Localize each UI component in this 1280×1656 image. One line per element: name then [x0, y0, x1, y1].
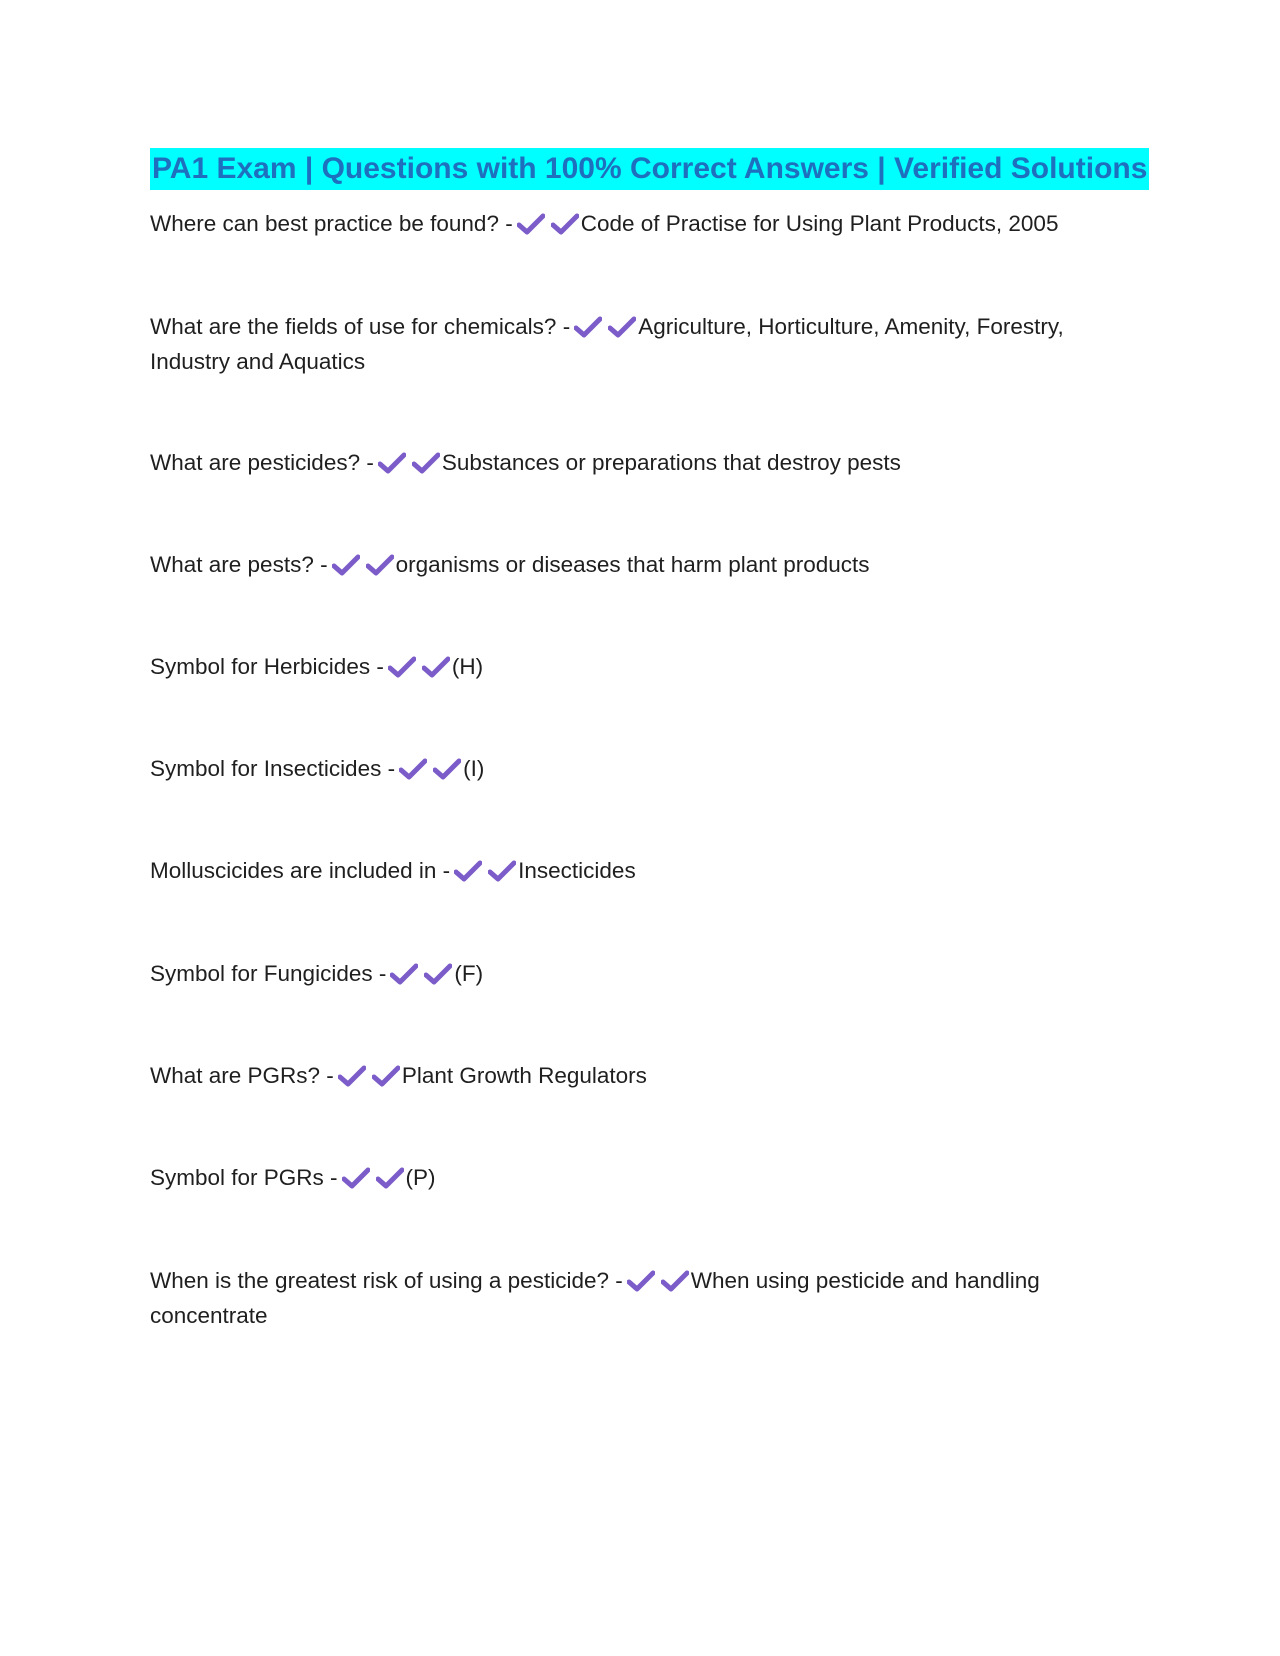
question-text: What are pesticides? -: [150, 450, 374, 475]
qa-item: [150, 445, 1130, 480]
check-icon: [412, 452, 440, 474]
answer-text: When using pesticide and handling concentrate: [150, 1268, 1040, 1328]
check-icon: [390, 963, 418, 985]
check-icon: [488, 860, 516, 882]
qa-item: [150, 1160, 1130, 1195]
question-text: Where can best practice be found? -: [150, 211, 513, 236]
check-icon: [388, 656, 416, 678]
qa-item: [150, 1058, 1130, 1093]
question-text: Symbol for Insecticides -: [150, 756, 396, 781]
qa-item: [150, 309, 1130, 379]
check-icon: [517, 213, 545, 235]
answer-text: Insecticides: [518, 858, 636, 883]
check-icon: [422, 656, 450, 678]
question-text: When is the greatest risk of using a pesticide? -: [150, 1268, 623, 1293]
answer-text: Code of Practise for Using Plant Products, 2005: [580, 211, 1059, 236]
answer-text: organisms or diseases that harm plant products: [395, 552, 870, 577]
check-icon: [366, 554, 394, 576]
qa-item: [150, 751, 1130, 786]
check-icon: [399, 758, 427, 780]
check-icon: [342, 1167, 370, 1189]
check-icon: [661, 1270, 689, 1292]
question-text: What are the fields of use for chemicals? -: [150, 314, 571, 339]
check-icon: [424, 963, 452, 985]
answer-text: (I): [463, 756, 485, 781]
question-text: Symbol for Fungicides -: [150, 961, 387, 986]
answer-text: Agriculture, Horticulture, Amenity, Forestry, Industry and Aquatics: [150, 314, 1064, 374]
qa-item: [150, 649, 1130, 684]
check-icon: [433, 758, 461, 780]
answer-text: (H): [451, 654, 484, 679]
check-icon: [551, 213, 579, 235]
qa-item: [150, 956, 1130, 991]
answer-text: (P): [405, 1165, 436, 1190]
answer-text: Plant Growth Regulators: [401, 1063, 647, 1088]
qa-item: [150, 1263, 1130, 1333]
question-text: Symbol for Herbicides -: [150, 654, 384, 679]
check-icon: [608, 316, 636, 338]
qa-item: [150, 547, 1130, 582]
question-text: Symbol for PGRs -: [150, 1165, 338, 1190]
answer-text: Substances or preparations that destroy pests: [441, 450, 901, 475]
document-page: [150, 148, 1148, 1328]
question-text: Molluscicides are included in -: [150, 858, 451, 883]
check-icon: [376, 1167, 404, 1189]
check-icon: [454, 860, 482, 882]
qa-item: [150, 853, 1130, 888]
check-icon: [378, 452, 406, 474]
question-text: What are pests? -: [150, 552, 328, 577]
check-icon: [338, 1065, 366, 1087]
check-icon: [627, 1270, 655, 1292]
question-text: What are PGRs? -: [150, 1063, 334, 1088]
check-icon: [372, 1065, 400, 1087]
document-title: PA1 Exam | Questions with 100% Correct Answers | Verified Solutions: [150, 148, 1149, 190]
answer-text: (F): [454, 961, 484, 986]
check-icon: [574, 316, 602, 338]
qa-item: [150, 206, 1130, 241]
check-icon: [332, 554, 360, 576]
